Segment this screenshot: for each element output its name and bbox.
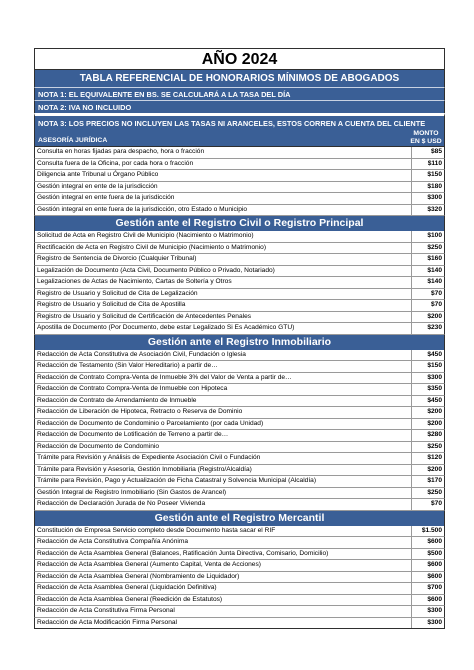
table-row (34, 476, 445, 488)
table-row (34, 231, 445, 243)
service-price: $600 (411, 560, 444, 571)
service-description: Gestión integral en ente fuera de la jurisdicción (37, 194, 175, 201)
service-price: $350 (411, 384, 444, 395)
note-1: NOTA 1: EL EQUIVALENTE EN BS. SE CALCULARÁ A LA TASA DEL DÍA (34, 87, 445, 100)
service-price: $250 (411, 488, 444, 499)
table-row (34, 488, 445, 500)
table-row (34, 289, 445, 301)
year-title: AÑO 2024 (34, 48, 445, 70)
service-price: $280 (411, 430, 444, 441)
service-description: Redacción de Acta Asamblea General (Balances, Ratificación Junta Directiva, Comisario, Domicilio) (37, 549, 329, 557)
fee-table (34, 48, 445, 629)
service-description: Registro de Usuario y Solicitud de Cita de Legalización (37, 289, 198, 297)
service-description: Redacción de Contrato Compra-Venta de Inmueble con Hipoteca (37, 385, 228, 392)
service-description: Diligencia ante Tribunal u Órgano Público (37, 171, 159, 178)
table-row (34, 350, 445, 362)
table-row (34, 384, 445, 396)
service-description: Redacción de Contrato Compra-Venta de Inmueble 3% del Valor de Venta a partir de… (37, 373, 292, 381)
table-row (34, 277, 445, 289)
table-row (34, 419, 445, 431)
service-price: $450 (411, 350, 444, 361)
service-description: Rectificación de Acta en Registro Civil de Municipio (Nacimiento o Matrimonio) (37, 243, 267, 251)
service-price: $500 (411, 549, 444, 560)
service-description: Registro de Sentencia de Divorcio (Cualquier Tribunal) (37, 255, 197, 262)
service-description: Gestión integral en ente de la jurisdicción (37, 182, 158, 190)
service-price: $200 (411, 312, 444, 323)
price-column-header: MONTO EN $ USD (410, 130, 442, 145)
table-row (34, 170, 445, 182)
service-price: $140 (411, 277, 444, 288)
service-price: $700 (411, 583, 444, 594)
table-row (34, 373, 445, 385)
table-row (34, 572, 445, 584)
table-row (34, 560, 445, 572)
table-row (34, 595, 445, 607)
table-row (34, 159, 445, 171)
service-description: Redacción de Contrato de Arrendamiento de Inmueble (37, 396, 197, 404)
table-row (34, 182, 445, 194)
table-row (34, 407, 445, 419)
service-price: $450 (411, 396, 444, 407)
service-description: Gestión Integral de Registro Inmobiliario (Sin Gastos de Arancel) (37, 488, 227, 496)
service-description: Redacción de Acta Asamblea General (Reedición de Estatutos) (37, 595, 223, 603)
table-row (34, 549, 445, 561)
table-row (34, 193, 445, 205)
service-description: Apostilla de Documento (Por Documento, debe estar Legalizado Si Es Académico GTU) (37, 324, 295, 331)
service-description: Redacción de Acta Constitutiva Firma Personal (37, 607, 175, 614)
service-description: Registro de Usuario y Solicitud de Certificación de Antecedentes Penales (37, 312, 252, 320)
service-price: $1.500 (411, 526, 444, 537)
service-description: Redacción de Declaración Jurada de No Poseer Vivienda (37, 500, 206, 507)
service-description: Redacción de Documento de Condominio o Parcelamiento (por cada Unidad) (37, 419, 264, 427)
table-row (34, 205, 445, 217)
service-description: Consulta en horas fijadas para despacho, hora o fracción (37, 148, 205, 155)
service-description: Gestión integral en ente fuera de la jurisdicción, otro Estado o Municipio (37, 205, 248, 213)
asesoria-section (34, 147, 445, 216)
table-row (34, 361, 445, 373)
service-price: $70 (411, 289, 444, 300)
service-price: $70 (411, 499, 444, 510)
service-description: Redacción de Liberación de Hipoteca, Retracto o Reserva de Dominio (37, 408, 243, 415)
service-description: Trámite para Revisión, Pago y Actualización de Ficha Catastral y Solvencia Municipal (Alcaldía) (37, 477, 317, 484)
service-description: Redacción de Testamento (Sin Valor Hereditario) a partir de… (37, 362, 218, 369)
table-row (34, 465, 445, 477)
service-description: Redacción de Acta Modificación Firma Personal (37, 618, 178, 626)
table-row (34, 300, 445, 312)
service-description: Redacción de Acta Constitutiva Compañía Anónima (37, 538, 189, 545)
service-price: $70 (411, 300, 444, 311)
service-description: Redacción de Documento de Lotificación de Terreno a partir de… (37, 431, 229, 438)
service-description: Registro de Usuario y Solicitud de Cita de Apostilla (37, 301, 186, 308)
service-description: Redacción de Acta Constitutiva de Asociación Civil, Fundación o Iglesia (37, 350, 246, 358)
table-row (34, 147, 445, 159)
inmobiliario-section (34, 350, 445, 511)
service-price: $250 (411, 442, 444, 453)
service-price: $85 (411, 147, 444, 158)
table-row (34, 453, 445, 465)
table-row (34, 606, 445, 618)
table-title: TABLA REFERENCIAL DE HONORARIOS MÍNIMOS DE ABOGADOS (34, 70, 445, 87)
service-price: $170 (411, 476, 444, 487)
service-price: $600 (411, 595, 444, 606)
table-row (34, 312, 445, 324)
service-price: $300 (411, 606, 444, 617)
table-row (34, 323, 445, 335)
service-price: $200 (411, 407, 444, 418)
service-price: $120 (411, 453, 444, 464)
service-column-header: ASESORÍA JURÍDICA (38, 137, 108, 144)
service-description: Legalización de Documento (Acta Civil, Documento Público o Privado, Notariado) (37, 266, 275, 274)
service-description: Constitución de Empresa Servicio completo desde Documento hasta sacar el RIF (37, 526, 276, 534)
table-row (34, 583, 445, 595)
section-title-mercantil: Gestión ante el Registro Mercantil (34, 511, 445, 526)
table-row (34, 266, 445, 278)
service-price: $150 (411, 361, 444, 372)
civil-section (34, 231, 445, 335)
service-description: Solicitud de Acta en Registro Civil de Municipio (Nacimiento o Matrimonio) (37, 232, 254, 239)
service-price: $200 (411, 465, 444, 476)
table-row (34, 243, 445, 255)
service-description: Redacción de Acta Asamblea General (Liquidación Definitiva) (37, 584, 217, 591)
service-price: $300 (411, 618, 444, 629)
service-price: $600 (411, 572, 444, 583)
service-price: $100 (411, 231, 444, 242)
service-price: $200 (411, 419, 444, 430)
table-row (34, 442, 445, 454)
service-description: Consulta fuera de la Oficina, por cada hora o fracción (37, 159, 194, 167)
service-price: $300 (411, 193, 444, 204)
service-description: Redacción de Documento de Condominio (37, 442, 160, 450)
service-description: Trámite para Revisión y Análisis de Expediente Asociación Civil o Fundación (37, 454, 261, 461)
note-3: NOTA 3: LOS PRECIOS NO INCLUYEN LAS TASAS NI ARANCELES, ESTOS CORREN A CUENTA DEL CLIENTE (34, 113, 445, 129)
service-price: $230 (411, 323, 444, 334)
service-price: $320 (411, 205, 444, 216)
section-title-civil: Gestión ante el Registro Civil o Registro Principal (34, 216, 445, 231)
service-description: Legalizaciones de Actas de Nacimiento, Cartas de Soltería y Otros (37, 278, 232, 285)
table-row (34, 254, 445, 266)
mercantil-section (34, 526, 445, 630)
section-title-inmobiliario: Gestión ante el Registro Inmobiliario (34, 335, 445, 350)
table-row (34, 396, 445, 408)
table-row (34, 430, 445, 442)
table-row (34, 537, 445, 549)
service-price: $150 (411, 170, 444, 181)
table-row (34, 618, 445, 630)
table-row (34, 499, 445, 511)
service-price: $110 (411, 159, 444, 170)
service-description: Redacción de Acta Asamblea General (Nombramiento de Liquidador) (37, 572, 240, 580)
service-description: Trámite para Revisión y Asesoría, Gestión Inmobiliaria (Registro/Alcaldía) (37, 465, 252, 473)
service-price: $180 (411, 182, 444, 193)
column-header (34, 129, 445, 147)
service-description: Redacción de Acta Asamblea General (Aumento Capital, Venta de Acciones) (37, 561, 261, 568)
service-price: $250 (411, 243, 444, 254)
service-price: $140 (411, 266, 444, 277)
service-price: $600 (411, 537, 444, 548)
service-price: $300 (411, 373, 444, 384)
note-2: NOTA 2: IVA NO INCLUIDO (34, 100, 445, 113)
service-price: $160 (411, 254, 444, 265)
table-row (34, 526, 445, 538)
